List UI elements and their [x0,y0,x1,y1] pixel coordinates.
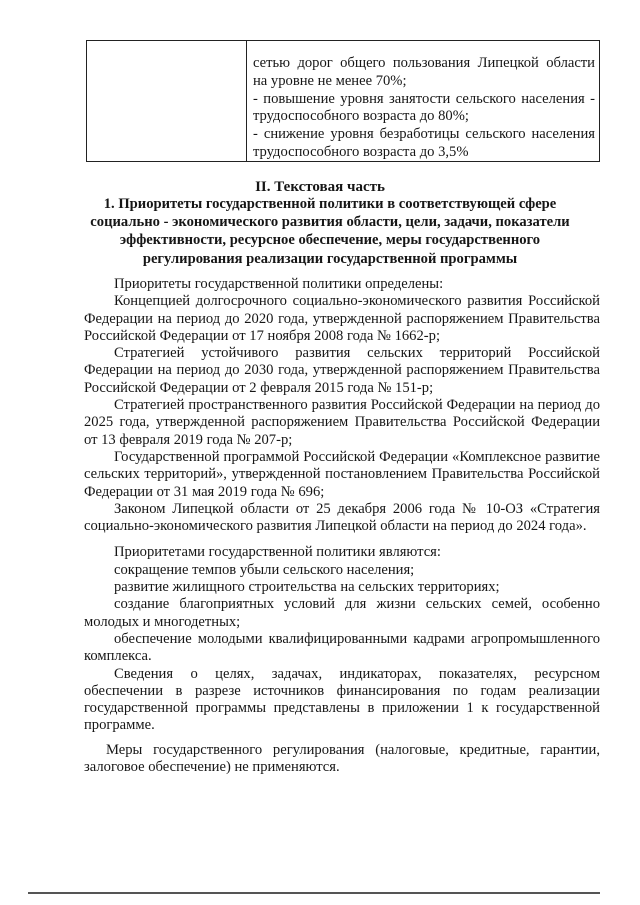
table-text-line: трудоспособного возраста до 3,5% [253,143,469,160]
table-text-line: трудоспособного возраста до 80%; [253,108,469,125]
paragraph: Приоритеты государственной политики определены: [114,276,444,292]
paragraph: Законом Липецкой области от 25 декабря 2006 года № 10-ОЗ «Стратегия социально-экономического развития Липецкой области на период до 2024 года». [84,500,600,535]
paragraph: Концепцией долгосрочного социально-экономического развития Российской Федерации на период до 2020 года, утвержденной распоряжением Правительства Российской Федерации от 17 ноября 2008 года № 1662-р; [84,293,600,344]
section-heading: II. Текстовая часть [255,179,385,195]
table-right-cell [247,41,599,161]
paragraph: Государственной программой Российской Федерации «Комплексное развитие сельских территорий», утвержденной постановлением Правительства Российской Федерации от 31 мая 2019 года № 696; [84,448,600,500]
table-text-line: - повышение уровня занятости сельского населения - [253,90,595,107]
table-left-cell [87,41,247,161]
table-text-line: - снижение уровня безработицы сельского населения [253,126,595,143]
paragraph: сокращение темпов убыли сельского населения; [114,561,415,578]
paragraph: Стратегией пространственного развития Российской Федерации на период до 2025 года, утвержденной распоряжением Правительства Российской Федерации от 13 февраля 2019 года № 207-р; [84,397,600,448]
paragraph: обеспечение молодыми квалифицированными кадрами агропромышленного комплекса. [84,630,600,665]
section-title: 1. Приоритеты государственной политики в соответствующей сфере социально - экономического развития области, цели, задачи, показатели эффективности, ресурсное обеспечение, меры государственного регулирования реализации государственной программы [90,196,570,267]
table-text-line: сетью дорог общего пользования Липецкой области [253,55,595,71]
document-body [84,276,600,776]
paragraph: развитие жилищного строительства на сельских территориях; [114,579,500,596]
paragraph: Стратегией устойчивого развития сельских территорий Российской Федерации на период до 2030 года, утвержденной распоряжением Правительства Российской Федерации от 2 февраля 2015 года № 151-р; [84,345,600,396]
indicators-table-fragment [86,40,600,162]
table-text-line: на уровне не менее 70%; [253,72,407,89]
paragraph: Сведения о целях, задачах, индикаторах, показателях, ресурсном обеспечении в разрезе источников финансирования по годам реализации государственной программы представлены в приложении 1 к государственной программе. [84,665,600,734]
footer-rule [28,892,600,894]
paragraph: создание благоприятных условий для жизни сельских семей, особенно молодых и многодетных; [84,596,600,630]
paragraph: Приоритетами государственной политики являются: [114,544,441,561]
paragraph: Меры государственного регулирования (налоговые, кредитные, гарантии, залоговое обеспечение) не применяются. [84,741,600,776]
